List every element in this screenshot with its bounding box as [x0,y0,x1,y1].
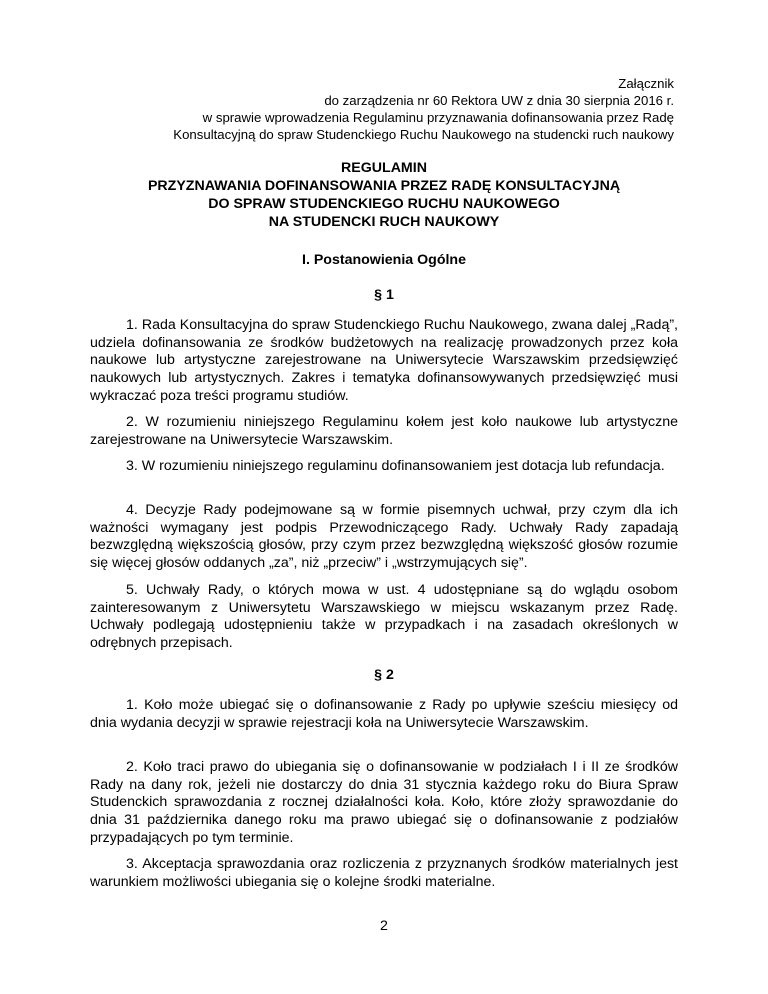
paragraph-text: 4. Decyzje Rady podejmowane są w formie pisemnych uchwał, przy czym dla ich ważności wymagany jest podpis Przewodniczącego Rady. Uchwały Rady zapadają bezwzględną większością głosów, przy czym przez bezwzględną większość głosów rozumie się więcej głosów oddanych „za”, niż „przeciw” i „wstrzymujących się”. [90,502,678,572]
header-line: w sprawie wprowadzenia Regulaminu przyznawania dofinansowania przez Radę [202,110,674,125]
paragraph-text: 2. W rozumieniu niniejszego Regulaminu kołem jest koło naukowe lub artystyczne zarejestrowane na Uniwersytecie Warszawskim. [90,414,678,448]
paragraph-text: 3. W rozumieniu niniejszego regulaminu dofinansowaniem jest dotacja lub refundacja. [126,458,665,474]
paragraph-heading-2: § 2 [374,667,394,683]
paragraph-2-item-2 [90,759,678,848]
attachment-header [74,75,674,143]
section-heading: I. Postanowienia Ogólne [302,252,466,268]
paragraph-text: 1. Koło może ubiegać się o dofinansowanie z Rady po upływie sześciu miesięcy od dnia wydania decyzji w sprawie rejestracji koła na Uniwersytecie Warszawskim. [90,697,678,731]
paragraph-text: 1. Rada Konsultacyjna do spraw Studenckiego Ruchu Naukowego, zwana dalej „Radą”, udziela dofinansowania ze środków budżetowych na realizację prowadzonych przez koła naukowe lub artystyczne zarejestrowane na Uniwersytecie Warszawskim przedsięwzięć naukowych lub artystycznych. Zakres i tematyka dofinansowywanych przedsięwzięć musi wykraczać poza treści programu studiów. [90,317,678,404]
page-number: 2 [380,918,388,934]
title-line: NA STUDENCKI RUCH NAUKOWY [268,214,500,230]
paragraph-2-item-3 [90,856,678,891]
paragraph-heading-1: § 1 [374,287,394,303]
header-line: Konsultacyjną do spraw Studenckiego Ruchu Naukowego na studencki ruch naukowy [173,127,674,142]
header-line: Załącznik [618,76,674,91]
title-line: DO SPRAW STUDENCKIEGO RUCHU NAUKOWEGO [208,196,560,212]
paragraph-text: 5. Uchwały Rady, o których mowa w ust. 4 udostępniane są do wglądu osobom zainteresowanym z Uniwersytetu Warszawskiego w miejscu wskazanym przez Radę. Uchwały podlegają udostępnieniu także w przypadkach i na zasadach określonych w odrębnych przepisach. [90,582,678,652]
paragraph-1-item-5 [90,582,678,653]
header-line: do zarządzenia nr 60 Rektora UW z dnia 30 sierpnia 2016 r. [324,93,674,108]
paragraph-1-item-2 [90,414,678,449]
paragraph-text: 3. Akceptacja sprawozdania oraz rozliczenia z przyznanych środków materialnych jest warunkiem możliwości ubiegania się o kolejne środki materialne. [90,856,678,890]
paragraph-1-item-3 [90,458,678,476]
paragraph-1-item-4 [90,502,678,573]
title-line: PRZYZNAWANIA DOFINANSOWANIA PRZEZ RADĘ KONSULTACYJNĄ [147,178,621,194]
document-title [90,159,678,231]
title-line: REGULAMIN [341,160,427,176]
paragraph-2-item-1 [90,697,678,732]
paragraph-text: 2. Koło traci prawo do ubiegania się o dofinansowanie w podziałach I i II ze środków Rady na dany rok, jeżeli nie dostarczy do dnia 31 stycznia każdego roku do Biura Spraw Studenckich sprawozdania z rocznej działalności koła. Koło, które złoży sprawozdanie do dnia 31 października danego roku ma prawo ubiegać się o dofinansowanie z podziałów przypadających po tym terminie. [90,759,678,846]
paragraph-1-item-1 [90,317,678,406]
